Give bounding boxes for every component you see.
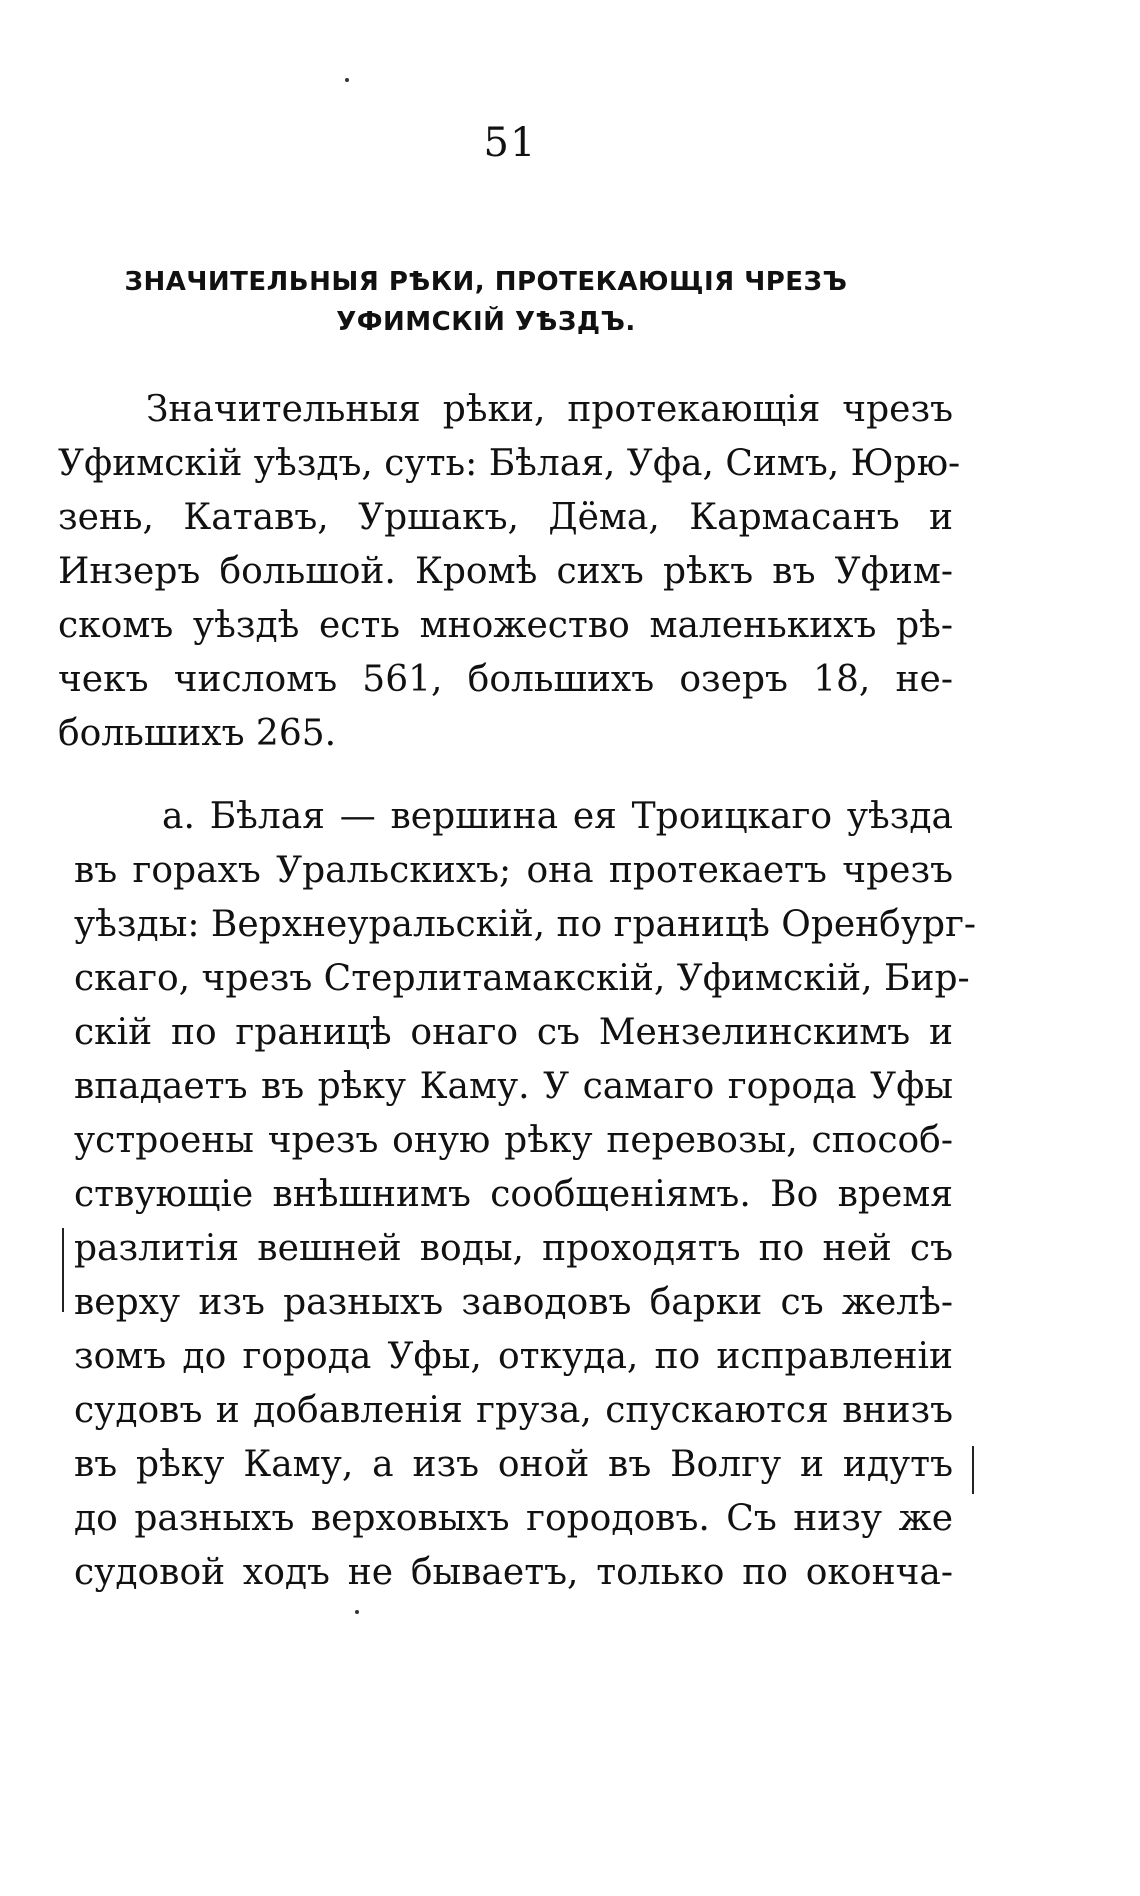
text-line: большихъ 265. xyxy=(58,713,337,754)
text-line: верху изъ разныхъ заводовъ барки съ желѣ- xyxy=(74,1282,953,1323)
text-line: въ рѣку Каму, а изъ оной въ Волгу и идутъ xyxy=(74,1444,953,1485)
text-line: скій по границѣ онаго съ Мензелинскимъ и xyxy=(74,1012,953,1053)
page-number: 51 xyxy=(483,120,537,166)
paragraph-intro xyxy=(58,383,961,761)
section-heading-line: ЗНАЧИТЕЛЬНЫЯ РѢКИ, ПРОТЕКАЮЩІЯ ЧРЕЗЪ xyxy=(124,267,848,297)
paragraph-belaya xyxy=(58,790,977,1600)
margin-mark xyxy=(62,1228,64,1312)
text-line: скомъ уѣздѣ есть множество маленькихъ рѣ- xyxy=(58,605,953,646)
text-line: судовъ и добавленія груза, спускаются внизъ xyxy=(74,1390,953,1431)
print-speck xyxy=(355,1610,359,1614)
text-line: въ горахъ Уральскихъ; она протекаетъ чрезъ xyxy=(74,850,953,891)
text-line: скаго, чрезъ Стерлитамакскій, Уфимскій, Бир- xyxy=(74,958,970,999)
text-line: а. Бѣлая — вершина ея Троицкаго уѣзда xyxy=(162,796,953,837)
section-heading-line: УФИМСКІЙ УѢЗДЪ. xyxy=(336,307,636,337)
text-line: зень, Катавъ, Уршакъ, Дёма, Кармасанъ и xyxy=(58,497,953,538)
text-line: судовой ходъ не бываетъ, только по оконча- xyxy=(74,1552,953,1593)
margin-mark xyxy=(972,1446,974,1494)
text-line: разлитія вешней воды, проходятъ по ней съ xyxy=(74,1228,953,1269)
text-line: Значительныя рѣки, протекающія чрезъ xyxy=(146,389,953,430)
text-line: чекъ числомъ 561, большихъ озеръ 18, не- xyxy=(58,659,953,700)
print-speck xyxy=(345,78,349,82)
text-line: зомъ до города Уфы, откуда, по исправленіи xyxy=(74,1336,953,1377)
text-line: Уфимскій уѣздъ, суть: Бѣлая, Уфа, Симъ, Юрю- xyxy=(58,443,961,484)
text-line: Инзеръ большой. Кромѣ сихъ рѣкъ въ Уфим- xyxy=(58,551,953,592)
text-line: до разныхъ верховыхъ городовъ. Съ низу же xyxy=(74,1498,953,1539)
text-line: уѣзды: Верхнеуральскій, по границѣ Оренбург- xyxy=(74,904,977,945)
text-line: ствующіе внѣшнимъ сообщеніямъ. Во время xyxy=(74,1174,953,1215)
section-heading xyxy=(96,262,876,342)
text-line: впадаетъ въ рѣку Каму. У самаго города Уфы xyxy=(74,1066,953,1107)
text-line: устроены чрезъ оную рѣку перевозы, способ- xyxy=(74,1120,953,1161)
